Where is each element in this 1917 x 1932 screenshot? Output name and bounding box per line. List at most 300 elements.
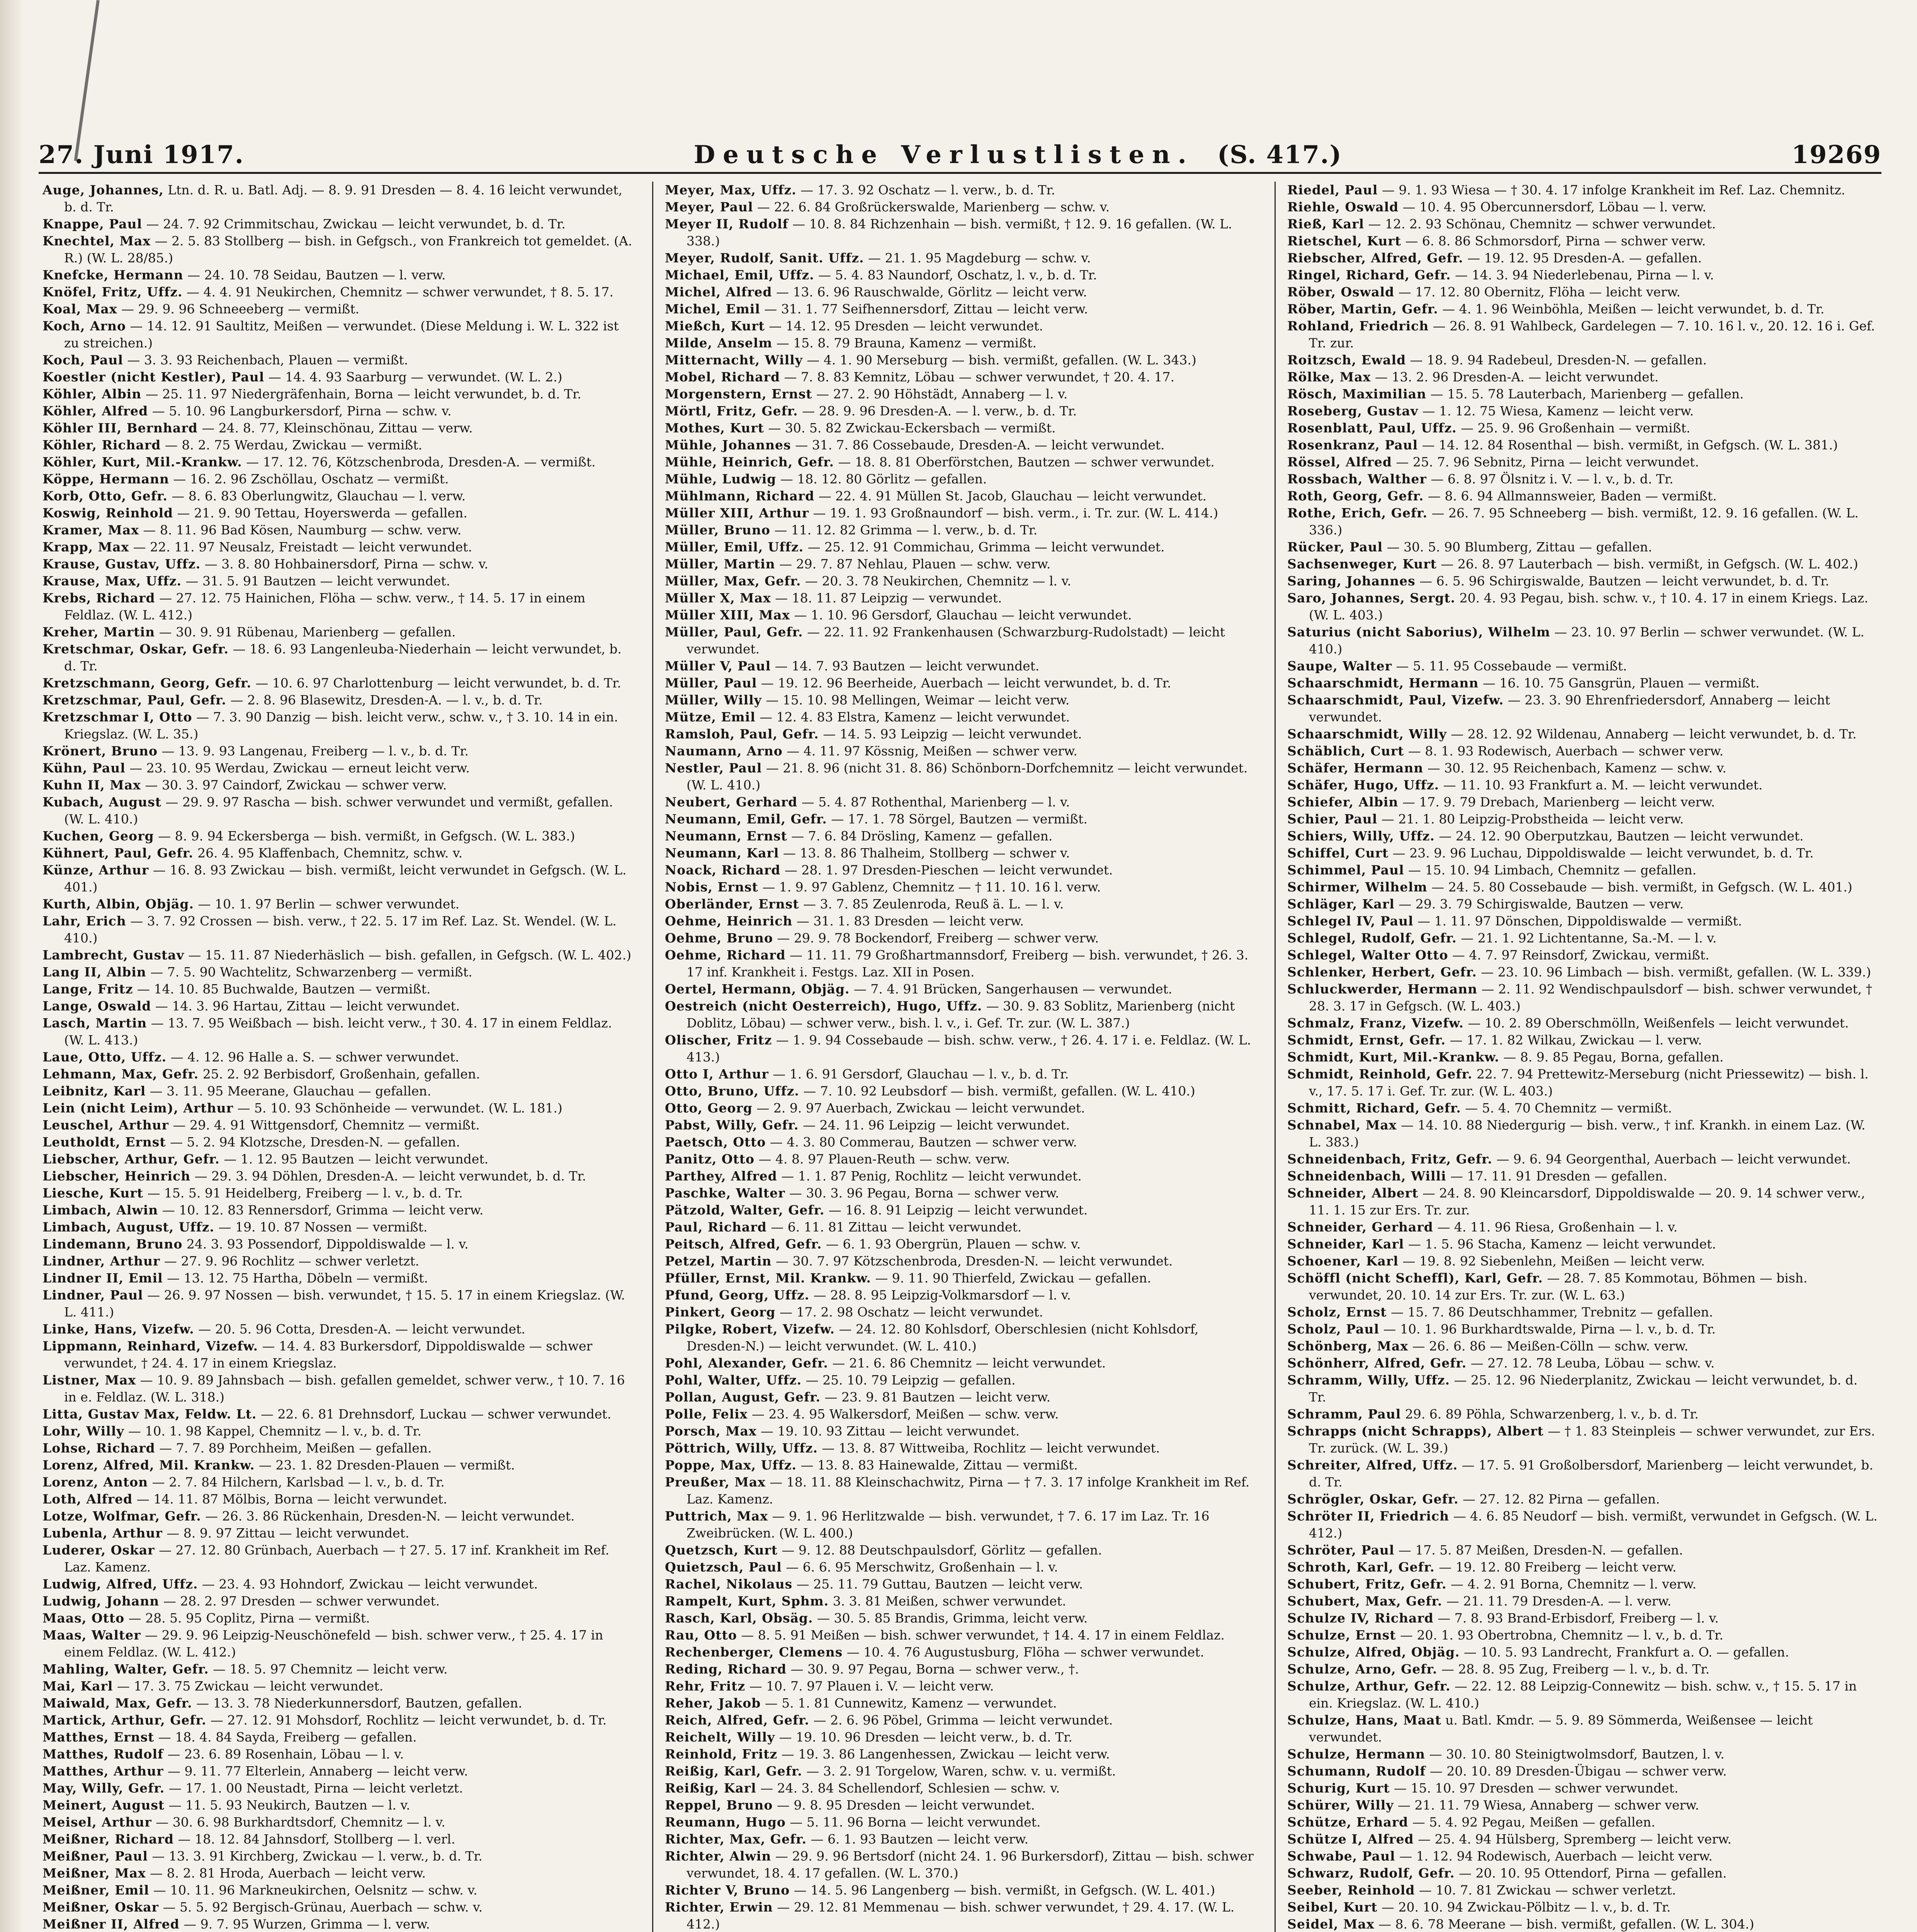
casualty-entry [1287, 1185, 1878, 1219]
entry-details: — 30. 9. 97 Pegau, Borna — schwer verw., †. [786, 1662, 1079, 1677]
casualty-entry [42, 1746, 633, 1763]
entry-name: Rietschel, Kurt [1287, 233, 1401, 248]
column-3 [1275, 182, 1881, 1932]
entry-name: Müller V, Paul [665, 658, 771, 673]
casualty-entry [42, 556, 633, 573]
casualty-entry [1287, 675, 1878, 692]
entry-name: Koch, Paul [42, 352, 123, 367]
casualty-entry [1287, 1321, 1878, 1338]
entry-details: — 23. 10. 96 Limbach — bish. vermißt, gefallen. (W. L. 339.) [1477, 964, 1871, 980]
entry-name: Schlenker, Herbert, Gefr. [1287, 964, 1477, 980]
entry-details: — 19. 3. 86 Langenhessen, Zwickau — leicht verw. [777, 1747, 1110, 1762]
entry-name: Quietzsch, Paul [665, 1560, 782, 1575]
entry-details: — 14. 12. 91 Saultitz, Meißen — verwundet. (Diese Meldung i. W. L. 322 ist zu streichen.) [64, 318, 619, 350]
entry-details: — 14. 11. 87 Mölbis, Borna — leicht verwundet. [133, 1492, 447, 1507]
entry-name: Lotze, Wolfmar, Gefr. [42, 1509, 201, 1524]
entry-name: Otto I, Arthur [665, 1066, 769, 1082]
entry-name: Schulze, Ernst [1287, 1628, 1396, 1643]
entry-name: Schramm, Paul [1287, 1406, 1401, 1422]
casualty-entry [665, 522, 1255, 539]
entry-details: — 9. 1. 96 Herlitzwalde — bish. verwundet, † 7. 6. 17 im Laz. Tr. 16 Zweibrücken. (W. L. 400.) [687, 1509, 1210, 1541]
entry-name: Auge, Johannes, [42, 182, 164, 197]
entry-details: — 6. 8. 86 Schmorsdorf, Pirna — schwer verw. [1401, 233, 1706, 248]
entry-name: Riedel, Paul [1287, 182, 1378, 197]
entry-name: Kuchen, Georg [42, 828, 154, 844]
entry-name: Maas, Walter [42, 1628, 141, 1643]
casualty-entry [1287, 692, 1878, 726]
entry-name: Otto, Bruno, Uffz. [665, 1083, 799, 1099]
casualty-entry [665, 743, 1255, 760]
entry-details: 29. 6. 89 Pöhla, Schwarzenberg, l. v., b. d. Tr. [1401, 1406, 1699, 1422]
entry-details: — 10. 5. 93 Landrecht, Frankfurt a. O. — gefallen. [1460, 1645, 1790, 1660]
casualty-entry [42, 1661, 633, 1678]
entry-name: Lindemann, Bruno [42, 1236, 183, 1252]
entry-name: Richter, Erwin [665, 1900, 773, 1915]
entry-name: Rehr, Fritz [665, 1679, 746, 1694]
entry-name: Lange, Oswald [42, 998, 151, 1014]
entry-name: Quetzsch, Kurt [665, 1543, 778, 1558]
entry-details: — 10. 1. 98 Kappel, Chemnitz — l. v., b. d. Tr. [124, 1423, 421, 1439]
casualty-entry [1287, 505, 1878, 539]
casualty-entry [42, 369, 633, 386]
entry-details: — 27. 12. 75 Hainichen, Flöha — schw. verw., † 14. 5. 17 in einem Feldlaz. (W. L. 412.) [64, 590, 586, 622]
casualty-entry [1287, 1457, 1878, 1491]
entry-name: Seibel, Kurt [1287, 1900, 1378, 1915]
entry-details: — 21. 11. 79 Wiesa, Annaberg — schwer verw. [1394, 1798, 1699, 1813]
entry-name: Kretzschmar I, Otto [42, 709, 192, 724]
entry-details: — 9. 1. 93 Wiesa — † 30. 4. 17 infolge Krankheit im Ref. Laz. Chemnitz. [1378, 182, 1846, 197]
casualty-entry [42, 1882, 633, 1899]
casualty-entry [1287, 267, 1878, 284]
casualty-entry [665, 1712, 1255, 1729]
casualty-entry [665, 1899, 1255, 1932]
casualty-entry [42, 1440, 633, 1457]
entry-name: Rieß, Karl [1287, 216, 1364, 231]
casualty-entry [1287, 1270, 1878, 1304]
casualty-entry [42, 1508, 633, 1525]
entry-name: Roth, Georg, Gefr. [1287, 488, 1424, 503]
casualty-entry [665, 845, 1255, 862]
entry-name: Limbach, August, Uffz. [42, 1219, 215, 1235]
casualty-entry [42, 267, 633, 284]
casualty-entry [42, 1780, 633, 1797]
entry-details: — 7. 6. 84 Drösling, Kamenz — gefallen. [787, 828, 1053, 844]
casualty-entry [665, 369, 1255, 386]
entry-name: Schneidenbach, Willi [1287, 1168, 1446, 1184]
entry-details: — 26. 6. 86 — Meißen-Cölln — schw. verw. [1408, 1338, 1688, 1354]
entry-details: — 18. 4. 84 Sayda, Freiberg — gefallen. [154, 1730, 417, 1745]
header-center [694, 140, 1342, 169]
entry-name: Matthes, Rudolf [42, 1747, 164, 1762]
entry-name: Paschke, Walter [665, 1185, 785, 1201]
casualty-entry [42, 403, 633, 420]
entry-name: Müller, Martin [665, 556, 775, 571]
entry-details: — 25. 11. 97 Niedergräfenhain, Borna — leicht verwundet, b. d. Tr. [141, 386, 581, 401]
entry-details: — 24. 3. 84 Schellendorf, Schlesien — schw. v. [756, 1781, 1060, 1796]
casualty-entry [665, 573, 1255, 590]
entry-details: — 6. 1. 93 Bautzen — leicht verw. [807, 1832, 1028, 1847]
entry-name: Lindner, Paul [42, 1287, 143, 1303]
casualty-entry [42, 1814, 633, 1831]
casualty-entry [1287, 1304, 1878, 1321]
entry-details: — 4. 6. 85 Neudorf — bish. vermißt, verwundet in Gefgsch. (W. L. 412.) [1309, 1509, 1878, 1541]
entry-name: Köhler, Albin [42, 386, 142, 401]
casualty-entry [1287, 1219, 1878, 1236]
casualty-entry [1287, 420, 1878, 437]
casualty-entry [1287, 1576, 1878, 1593]
entry-name: Ludwig, Johann [42, 1594, 160, 1609]
entry-details: — 14. 7. 93 Bautzen — leicht verwundet. [771, 658, 1040, 673]
entry-details: — 20. 10. 95 Ottendorf, Pirna — gefallen. [1455, 1866, 1727, 1881]
casualty-entry [665, 1576, 1255, 1593]
casualty-entry [665, 1117, 1255, 1134]
casualty-entry [42, 1321, 633, 1338]
entry-name: Rachel, Nikolaus [665, 1577, 793, 1592]
entry-name: Schlegel IV, Paul [1287, 913, 1414, 929]
entry-name: Schmalz, Franz, Vizefw. [1287, 1015, 1464, 1031]
entry-details: — 9. 8. 95 Dresden — leicht verwundet. [773, 1798, 1035, 1813]
casualty-entry [1287, 1559, 1878, 1576]
casualty-entry [1287, 352, 1878, 369]
entry-details: — 1. 12. 75 Wiesa, Kamenz — leicht verw. [1418, 403, 1694, 418]
casualty-entry [1287, 1032, 1878, 1049]
entry-name: Milde, Anselm [665, 335, 773, 350]
entry-name: Müller X, Max [665, 590, 771, 605]
entry-details: — 2. 11. 92 Wendischpaulsdorf — bish. schwer verwundet, † 28. 3. 17 in Gefgsch. (W. L. 403.) [1309, 981, 1872, 1014]
entry-details: — 28. 7. 85 Kommotau, Böhmen — bish. verwundet, 20. 10. 14 zur Ers. Tr. zur. (W. L. 63.) [1309, 1270, 1808, 1303]
casualty-entry [665, 1797, 1255, 1814]
entry-details: — 28. 8. 95 Zug, Freiberg — l. v., b. d. Tr. [1437, 1662, 1710, 1677]
entry-name: Müller, Emil, Uffz. [665, 539, 804, 554]
entry-name: Schönherr, Alfred, Gefr. [1287, 1355, 1467, 1371]
entry-details: — 13. 12. 75 Hartha, Döbeln — vermißt. [163, 1270, 428, 1286]
casualty-entry [1287, 947, 1878, 964]
entry-details: — 29. 9. 96 Leipzig-Neuschönefeld — bish. schwer verw., † 25. 4. 17 in einem Feldlaz. (W. L. 412.) [64, 1628, 603, 1660]
casualty-entry [1287, 471, 1878, 488]
entry-name: Sachsenweger, Kurt [1287, 556, 1437, 571]
casualty-entry [665, 981, 1255, 998]
entry-details: — 5. 11. 96 Borna — leicht verwundet. [785, 1815, 1041, 1830]
entry-name: Schlegel, Rudolf, Gefr. [1287, 930, 1457, 946]
casualty-entry [1287, 1916, 1878, 1932]
casualty-entry [1287, 233, 1878, 250]
entry-details: — 30. 9. 83 Soblitz, Marienberg (nicht Doblitz, Löbau) — schwer verw., bish. l. v., i. Gef. Tr. zur. (W. L. 387.) [687, 998, 1235, 1031]
entry-details: — 8. 6. 83 Oberlungwitz, Glauchau — l. verw. [167, 488, 466, 503]
entry-name: Schwabe, Paul [1287, 1849, 1395, 1864]
entry-details: — 7. 7. 89 Porchheim, Meißen — gefallen. [155, 1440, 432, 1456]
casualty-entry [1287, 318, 1878, 352]
casualty-entry [42, 1457, 633, 1474]
entry-name: Schöffl (nicht Scheffl), Karl, Gefr. [1287, 1270, 1543, 1286]
casualty-entry [1287, 1542, 1878, 1559]
entry-details: — 1. 9. 97 Gablenz, Chemnitz — † 11. 10. 16 l. verw. [758, 879, 1101, 895]
entry-details: — 19. 12. 96 Beerheide, Auerbach — leicht verwundet, b. d. Tr. [757, 675, 1171, 690]
casualty-entry [42, 1100, 633, 1117]
entry-name: Otto, Georg [665, 1100, 753, 1116]
entry-details: — 2. 8. 96 Blasewitz, Dresden-A. — l. v., b. d. Tr. [226, 692, 543, 707]
entry-name: Koch, Arno [42, 318, 126, 333]
entry-name: Leuschel, Arthur [42, 1117, 169, 1133]
casualty-entry [665, 335, 1255, 352]
entry-details: — 29. 9. 96 Bertsdorf (nicht 24. 1. 96 Burkersdorf), Zittau — bish. schwer verwundet, 18. 4. 17 gefallen. (W. L. 370.) [687, 1849, 1254, 1881]
entry-name: Reißig, Karl [665, 1781, 756, 1796]
entry-name: Liebscher, Arthur, Gefr. [42, 1151, 220, 1167]
casualty-entry [665, 794, 1255, 811]
entry-details: — 23. 6. 89 Rosenhain, Löbau — l. v. [163, 1747, 404, 1762]
casualty-entry [665, 199, 1255, 216]
entry-name: Meißner, Max [42, 1866, 146, 1881]
entry-name: Köhler, Richard [42, 437, 161, 452]
entry-details: — 15. 5. 91 Heidelberg, Freiberg — l. v., b. d. Tr. [143, 1185, 463, 1201]
entry-details: — 5. 4. 87 Rothenthal, Marienberg — l. v. [797, 794, 1070, 810]
casualty-entry [1287, 1593, 1878, 1610]
entry-name: Neumann, Karl [665, 845, 779, 861]
entry-details: — 19. 12. 95 Dresden-A. — gefallen. [1463, 250, 1702, 265]
entry-name: Richter, Max, Gefr. [665, 1832, 807, 1847]
entry-details: — 25. 7. 96 Sebnitz, Pirna — leicht verwundet. [1392, 454, 1699, 469]
casualty-entry [1287, 1763, 1878, 1780]
entry-details: — 30. 6. 98 Burkhardtsdorf, Chemnitz — l. v. [151, 1815, 445, 1830]
entry-details: — 21. 1. 95 Magdeburg — schw. v. [864, 250, 1091, 265]
entry-name: Knappe, Paul [42, 216, 143, 231]
casualty-entry [42, 964, 633, 981]
entry-details: — 7. 4. 91 Brücken, Sangerhausen — verwundet. [850, 981, 1173, 997]
entry-details: 24. 3. 93 Possendorf, Dippoldiswalde — l. v. [182, 1236, 469, 1252]
casualty-entry [665, 947, 1255, 981]
entry-details: — 4. 4. 91 Neukirchen, Chemnitz — schwer verwundet, † 8. 5. 17. [182, 284, 614, 299]
entry-name: Oberländer, Ernst [665, 896, 799, 912]
entry-details: — 18. 8. 81 Oberförstchen, Bautzen — schwer verwundet. [834, 454, 1215, 469]
casualty-entry [1287, 573, 1878, 590]
entry-details: — 30. 10. 80 Steinigtwolmsdorf, Bautzen, l. v. [1425, 1747, 1725, 1762]
casualty-entry [665, 454, 1255, 471]
casualty-entry [42, 675, 633, 692]
entry-details: — 4. 1. 96 Weinböhla, Meißen — leicht verwundet, b. d. Tr. [1438, 301, 1825, 316]
entry-details: — 21. 11. 79 Dresden-A. — l. verw. [1442, 1594, 1672, 1609]
entry-details: — 19. 1. 93 Großnaundorf — bish. verm., i. Tr. zur. (W. L. 414.) [809, 505, 1219, 520]
casualty-entry [1287, 403, 1878, 420]
entry-details: — 4. 12. 96 Halle a. S. — schwer verwundet. [167, 1049, 459, 1065]
entry-details: — 7. 8. 93 Brand-Erbisdorf, Freiberg — l. v. [1433, 1611, 1719, 1626]
entry-name: Lubenla, Arthur [42, 1526, 163, 1541]
entry-details: 20. 4. 93 Pegau, bish. schw. v., † 10. 4. 17 in einem Kriegs. Laz. (W. L. 403.) [1309, 590, 1868, 622]
entry-name: Paul, Richard [665, 1219, 767, 1235]
entry-details: — 19. 12. 80 Freiberg — leicht verw. [1434, 1560, 1677, 1575]
entry-details: — 14. 12. 84 Rosenthal — bish. vermißt, in Gefgsch. (W. L. 381.) [1418, 437, 1838, 452]
casualty-entry [42, 1695, 633, 1712]
entry-details: — 28. 2. 97 Dresden — schwer verwundet. [159, 1594, 440, 1609]
entry-details: — 20. 1. 93 Obertrobna, Chemnitz — l. v., b. d. Tr. [1396, 1628, 1723, 1643]
casualty-entry [42, 896, 633, 913]
casualty-entry [42, 641, 633, 675]
entry-name: Koswig, Reinhold [42, 505, 173, 520]
casualty-entry [42, 318, 633, 352]
casualty-entry [42, 1117, 633, 1134]
entry-details: — 27. 2. 90 Höhstädt, Annaberg — l. v. [812, 386, 1068, 401]
casualty-entry [665, 1678, 1255, 1695]
entry-name: Kühnert, Paul, Gefr. [42, 845, 194, 861]
entry-details: — 14. 5. 93 Leipzig — leicht verwundet. [819, 726, 1082, 742]
entry-name: Reich, Alfred, Gefr. [665, 1713, 810, 1728]
entry-name: Roitzsch, Ewald [1287, 352, 1406, 367]
casualty-entry [1287, 1882, 1878, 1899]
entry-name: Saupe, Walter [1287, 658, 1392, 673]
casualty-entry [1287, 1831, 1878, 1848]
entry-name: Kurth, Albin, Objäg. [42, 896, 194, 912]
entry-name: Schumann, Rudolf [1287, 1764, 1426, 1779]
entry-name: Reppel, Bruno [665, 1798, 773, 1813]
column-1 [39, 182, 637, 1932]
casualty-entry [42, 1576, 633, 1593]
entry-details: — 10. 8. 84 Richzenhain — bish. vermißt, † 12. 9. 16 gefallen. (W. L. 338.) [687, 216, 1232, 248]
entry-name: Schürer, Willy [1287, 1798, 1394, 1813]
casualty-entry [665, 1168, 1255, 1185]
casualty-entry [665, 1440, 1255, 1457]
casualty-entry [665, 1695, 1255, 1712]
casualty-entry [42, 1474, 633, 1491]
entry-name: Schaarschmidt, Paul, Vizefw. [1287, 692, 1504, 707]
entry-name: Schneider, Albert [1287, 1185, 1419, 1201]
entry-details: — 13. 8. 86 Thalheim, Stollberg — schwer v. [779, 845, 1070, 861]
entry-name: Schläger, Karl [1287, 896, 1395, 912]
entry-details: — 11. 5. 93 Neukirch, Bautzen — l. v. [165, 1798, 410, 1813]
entry-name: Rösch, Maximilian [1287, 386, 1427, 401]
entry-name: Lippmann, Reinhard, Vizefw. [42, 1338, 258, 1354]
entry-name: Krapp, Max [42, 539, 129, 554]
entry-details: — 24. 11. 96 Leipzig — leicht verwundet. [799, 1117, 1070, 1133]
entry-details: — 24. 7. 92 Crimmitschau, Zwickau — leicht verwundet, b. d. Tr. [142, 216, 566, 231]
entry-name: Schaarschmidt, Hermann [1287, 675, 1479, 690]
entry-name: Schiers, Willy, Uffz. [1287, 828, 1435, 844]
casualty-entry [42, 1525, 633, 1542]
entry-details: — 28. 8. 95 Leipzig-Volkmarsdorf — l. v. [809, 1287, 1071, 1303]
entry-name: Mütze, Emil [665, 709, 756, 724]
entry-name: Scholz, Paul [1287, 1321, 1380, 1337]
casualty-entry [42, 692, 633, 709]
entry-details: — 21. 9. 90 Tettau, Hoyerswerda — gefallen. [173, 505, 467, 520]
entry-name: Meyer, Rudolf, Sanit. Uffz. [665, 250, 864, 265]
entry-name: Kreher, Martin [42, 624, 155, 639]
entry-details: — 5. 4. 92 Pegau, Meißen — gefallen. [1408, 1815, 1655, 1830]
casualty-entry [1287, 811, 1878, 828]
casualty-entry [1287, 1848, 1878, 1865]
entry-details: — 31. 1. 83 Dresden — leicht verw. [792, 913, 1024, 929]
casualty-entry [1287, 760, 1878, 777]
entry-name: Oertel, Hermann, Objäg. [665, 981, 850, 997]
entry-details: — 13. 9. 93 Langenau, Freiberg — l. v., b. d. Tr. [157, 743, 469, 759]
entry-name: Listner, Max [42, 1372, 136, 1388]
entry-details: — 28. 1. 97 Dresden-Pieschen — leicht verwundet. [780, 862, 1113, 878]
casualty-entry [665, 811, 1255, 828]
entry-name: Schubert, Max, Gefr. [1287, 1594, 1443, 1609]
entry-details: — 2. 7. 84 Hilchern, Karlsbad — l. v., b. d. Tr. [148, 1475, 445, 1490]
entry-details: — 12. 2. 93 Schönau, Chemnitz — schwer verwundet. [1364, 216, 1716, 231]
entry-details: — 17. 5. 87 Meißen, Dresden-N. — gefallen. [1394, 1543, 1683, 1558]
entry-details: — 18. 12. 80 Görlitz — gefallen. [776, 471, 987, 486]
entry-name: Meißner, Richard [42, 1832, 174, 1847]
entry-details: — 19. 10. 96 Dresden — leicht verw., b. d. Tr. [775, 1730, 1072, 1745]
entry-details: — 28. 9. 96 Dresden-A. — l. verw., b. d. Tr. [798, 403, 1077, 418]
entry-details: — 10. 6. 97 Charlottenburg — leicht verwundet, b. d. Tr. [251, 675, 621, 690]
casualty-entry [1287, 1814, 1878, 1831]
entry-name: Schäblich, Curt [1287, 743, 1404, 759]
casualty-entry [42, 1270, 633, 1287]
entry-details: — 13. 3. 78 Niederkunnersdorf, Bautzen, gefallen. [192, 1696, 522, 1711]
casualty-entry [1287, 1406, 1878, 1423]
entry-name: Schnabel, Max [1287, 1117, 1397, 1133]
entry-name: Kretzschmar, Paul, Gefr. [42, 692, 227, 707]
entry-details: — 17. 2. 98 Oschatz — leicht verwundet. [775, 1304, 1043, 1320]
entry-name: Krebs, Richard [42, 590, 155, 605]
entry-details: Ltn. d. R. u. Batl. Adj. — 8. 9. 91 Dresden — 8. 4. 16 leicht verwundet, b. d. Tr. [64, 182, 622, 214]
casualty-entry [1287, 862, 1878, 879]
entry-name: Noack, Richard [665, 862, 781, 878]
entry-name: Müller, Max, Gefr. [665, 573, 801, 588]
entry-details: — 10. 12. 83 Rennersdorf, Grimma — leicht verw. [158, 1202, 484, 1218]
entry-name: Reher, Jakob [665, 1696, 761, 1711]
casualty-entry [1287, 1610, 1878, 1627]
entry-name: Lindner, Arthur [42, 1253, 160, 1269]
casualty-entry [665, 1100, 1255, 1117]
entry-name: Meisel, Arthur [42, 1815, 152, 1830]
entry-name: Meyer, Paul [665, 199, 753, 214]
casualty-entry [665, 607, 1255, 624]
casualty-entry [42, 709, 633, 743]
entry-details: — 1. 5. 96 Stacha, Kamenz — leicht verwundet. [1404, 1236, 1716, 1252]
entry-details: — 27. 9. 96 Rochlitz — schwer verletzt. [160, 1253, 420, 1269]
entry-details: u. Batl. Kmdr. — 5. 9. 89 Sömmerda, Weißensee — leicht verwundet. [1309, 1713, 1813, 1745]
entry-name: Mühlmann, Richard [665, 488, 815, 503]
entry-name: Matthes, Ernst [42, 1730, 155, 1745]
entry-name: Lahr, Erich [42, 913, 126, 929]
entry-name: Koestler (nicht Kestler), Paul [42, 369, 265, 384]
entry-name: Schulze, Alfred, Objäg. [1287, 1645, 1460, 1660]
entry-name: Rothe, Erich, Gefr. [1287, 505, 1428, 520]
entry-name: Müller, Bruno [665, 522, 770, 537]
entry-name: Liebscher, Heinrich [42, 1168, 191, 1184]
casualty-entry [42, 1287, 633, 1321]
casualty-entry [1287, 1049, 1878, 1066]
entry-details: — 8. 11. 96 Bad Kösen, Naumburg — schw. verw. [139, 522, 462, 537]
casualty-entry [42, 1372, 633, 1406]
entry-name: Kramer, Max [42, 522, 139, 537]
casualty-entry [1287, 777, 1878, 794]
entry-name: Knöfel, Fritz, Uffz. [42, 284, 183, 299]
entry-details: 25. 2. 92 Berbisdorf, Großenhain, gefallen. [199, 1066, 480, 1082]
casualty-entry [1287, 1236, 1878, 1253]
entry-name: Mai, Karl [42, 1679, 113, 1694]
casualty-entry [665, 386, 1255, 403]
entry-name: Mießch, Kurt [665, 318, 765, 333]
entry-name: Pfüller, Ernst, Mil. Krankw. [665, 1270, 871, 1286]
entry-name: Oestreich (nicht Oesterreich), Hugo, Uffz. [665, 998, 982, 1014]
casualty-entry [665, 1644, 1255, 1661]
entry-details: — 17. 1. 00 Neustadt, Pirna — leicht verletzt. [165, 1781, 463, 1796]
entry-details: — 17. 1. 78 Sörgel, Bautzen — vermißt. [827, 811, 1088, 827]
casualty-entry [42, 1168, 633, 1185]
entry-details: — 10. 9. 89 Jahnsbach — bish. gefallen gemeldet, schwer verw., † 10. 7. 16 in e. Feldlaz. (W. L. 318.) [64, 1372, 625, 1405]
entry-details: — 21. 6. 86 Chemnitz — leicht verwundet. [828, 1355, 1106, 1371]
entry-name: Rampelt, Kurt, Sphm. [665, 1594, 829, 1609]
entry-name: Puttrich, Max [665, 1509, 768, 1524]
entry-details: — 8. 1. 93 Rodewisch, Auerbach — schwer verw. [1404, 743, 1724, 759]
entry-name: Meyer II, Rudolf [665, 216, 789, 231]
casualty-entry [1287, 794, 1878, 811]
entry-details: — 29. 4. 91 Wittgensdorf, Chemnitz — vermißt. [168, 1117, 480, 1133]
entry-details: — 20. 3. 78 Neukirchen, Chemnitz — l. v. [801, 573, 1071, 588]
casualty-entry [42, 573, 633, 590]
entry-name: Mühle, Heinrich, Gefr. [665, 454, 834, 469]
